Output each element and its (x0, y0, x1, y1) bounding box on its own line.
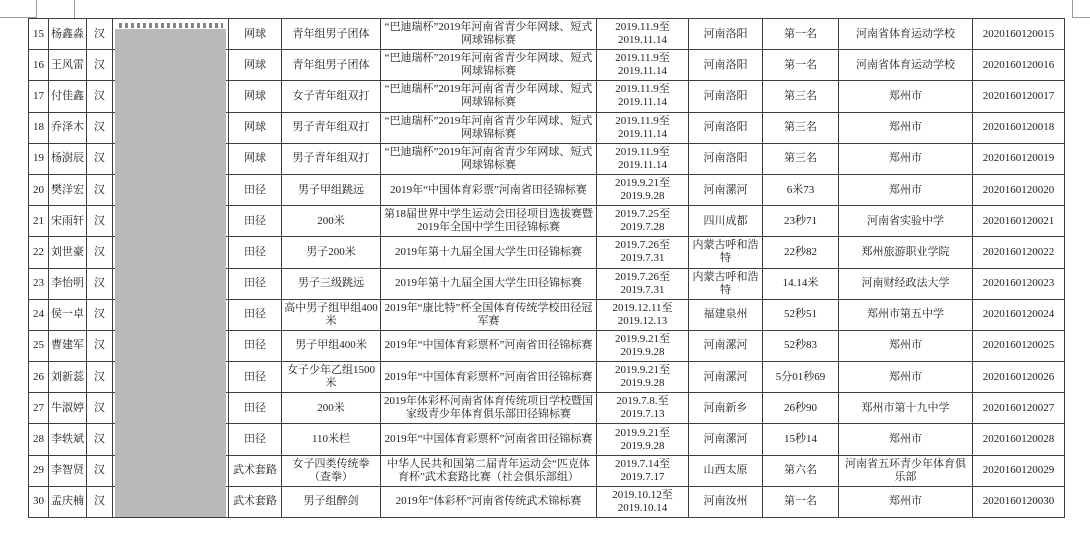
date-from: 2019.11.9至 (615, 52, 670, 65)
cell-athlete-name: 杨鑫淼 (49, 19, 87, 50)
date-from: 2019.12.11至 (612, 301, 673, 314)
cell-certificate-number: 2020160120021 (973, 206, 1065, 237)
cell-result: 第一名 (763, 50, 839, 81)
cell-location: 福建泉州 (689, 299, 763, 330)
cell-row-number: 19 (29, 143, 49, 174)
cell-location: 河南漯河 (689, 362, 763, 393)
cell-certificate-number: 2020160120016 (973, 50, 1065, 81)
date-to: 2019.9.28 (620, 439, 665, 452)
cell-location: 河南漯河 (689, 330, 763, 361)
cell-unit: 郑州市 (839, 112, 973, 143)
cell-competition-name: 2019年“体彩杯”河南省传统武术锦标赛 (381, 486, 597, 517)
cell-row-number: 16 (29, 50, 49, 81)
cell-athlete-name: 付佳鑫 (49, 81, 87, 112)
cell-sport: 田径 (229, 393, 282, 424)
cell-result: 22秒82 (763, 237, 839, 268)
cell-location: 内蒙古呼和浩特 (689, 237, 763, 268)
cell-event: 男子甲组跳远 (282, 174, 381, 205)
cell-sport: 田径 (229, 268, 282, 299)
cell-row-number: 17 (29, 81, 49, 112)
cell-competition-dates (597, 174, 689, 205)
date-to: 2019.9.28 (620, 190, 665, 203)
cell-ethnicity: 汉 (87, 206, 113, 237)
cell-competition-dates (597, 393, 689, 424)
cell-row-number: 20 (29, 174, 49, 205)
cell-unit: 河南财经政法大学 (839, 268, 973, 299)
cell-sport: 田径 (229, 237, 282, 268)
cell-event: 女子四类传统拳（查拳） (282, 455, 381, 486)
date-to: 2019.11.14 (617, 158, 668, 171)
cell-result: 第三名 (763, 112, 839, 143)
date-to: 2019.7.13 (620, 408, 665, 421)
date-to: 2019.11.14 (617, 96, 668, 109)
cell-certificate-number: 2020160120018 (973, 112, 1065, 143)
cell-unit: 郑州市 (839, 362, 973, 393)
cell-certificate-number: 2020160120026 (973, 362, 1065, 393)
cell-competition-dates (597, 455, 689, 486)
date-from: 2019.9.21至 (615, 426, 670, 439)
cell-location: 河南漯河 (689, 424, 763, 455)
cell-athlete-name: 牛淑婷 (49, 393, 87, 424)
cell-unit: 河南省实验中学 (839, 206, 973, 237)
cell-row-number: 18 (29, 112, 49, 143)
cell-athlete-name: 杨澍辰 (49, 143, 87, 174)
cell-athlete-name: 刘世豪 (49, 237, 87, 268)
date-from: 2019.7.26至 (615, 270, 670, 283)
cell-athlete-name: 侯一卓 (49, 299, 87, 330)
cell-location: 河南洛阳 (689, 81, 763, 112)
cell-certificate-number: 2020160120023 (973, 268, 1065, 299)
cell-competition-name: 2019年第十九届全国大学生田径锦标赛 (381, 268, 597, 299)
cell-competition-name: 2019年“中国体育彩票杯”河南省田径锦标赛 (381, 362, 597, 393)
cell-athlete-name: 乔泽木 (49, 112, 87, 143)
cell-competition-dates (597, 81, 689, 112)
cell-ethnicity: 汉 (87, 19, 113, 50)
date-from: 2019.7.25至 (615, 208, 670, 221)
cell-location: 山西太原 (689, 455, 763, 486)
cell-row-number: 23 (29, 268, 49, 299)
cell-unit: 郑州市第十九中学 (839, 393, 973, 424)
cell-sport: 田径 (229, 174, 282, 205)
cell-event: 高中男子组甲组400米 (282, 299, 381, 330)
cell-athlete-name: 李怡明 (49, 268, 87, 299)
cell-ethnicity: 汉 (87, 174, 113, 205)
cell-certificate-number: 2020160120020 (973, 174, 1065, 205)
cell-competition-dates (597, 50, 689, 81)
cell-athlete-name: 李智贤 (49, 455, 87, 486)
cell-row-number: 28 (29, 424, 49, 455)
cell-unit: 郑州市 (839, 486, 973, 517)
cell-unit: 郑州市 (839, 174, 973, 205)
cell-certificate-number: 2020160120030 (973, 486, 1065, 517)
cell-athlete-name: 刘新蕊 (49, 362, 87, 393)
cell-certificate-number: 2020160120015 (973, 19, 1065, 50)
id-number-redaction-overlay (115, 29, 226, 517)
cell-sport: 武术套路 (229, 486, 282, 517)
cell-competition-name: 2019年“康比特”杯全国体育传统学校田径冠军赛 (381, 299, 597, 330)
cell-location: 河南汝州 (689, 486, 763, 517)
cell-event: 男子青年组双打 (282, 112, 381, 143)
cell-row-number: 21 (29, 206, 49, 237)
date-from: 2019.9.21至 (615, 177, 670, 190)
cell-event: 男子甲组400米 (282, 330, 381, 361)
cell-result: 26秒90 (763, 393, 839, 424)
cell-sport: 田径 (229, 206, 282, 237)
cell-event: 男子青年组双打 (282, 143, 381, 174)
cell-ethnicity: 汉 (87, 81, 113, 112)
date-from: 2019.11.9至 (615, 21, 670, 34)
cell-sport: 网球 (229, 50, 282, 81)
cell-result: 23秒71 (763, 206, 839, 237)
date-to: 2019.9.28 (620, 377, 665, 390)
cell-row-number: 29 (29, 455, 49, 486)
cell-certificate-number: 2020160120019 (973, 143, 1065, 174)
date-to: 2019.7.17 (620, 470, 665, 483)
cell-result: 第三名 (763, 81, 839, 112)
cell-ethnicity: 汉 (87, 299, 113, 330)
cell-ethnicity: 汉 (87, 424, 113, 455)
cell-unit: 郑州市 (839, 330, 973, 361)
cell-competition-dates (597, 362, 689, 393)
date-from: 2019.7.26至 (615, 239, 670, 252)
cell-competition-name: “巴迪瑞杯”2019年河南省青少年网球、短式网球锦标赛 (381, 50, 597, 81)
cell-ethnicity: 汉 (87, 143, 113, 174)
cell-unit: 河南省体育运动学校 (839, 19, 973, 50)
cell-competition-dates (597, 486, 689, 517)
cell-competition-name: 2019年“中国体育彩票杯”河南省田径锦标赛 (381, 424, 597, 455)
cell-athlete-name: 王风雷 (49, 50, 87, 81)
cell-ethnicity: 汉 (87, 237, 113, 268)
date-to: 2019.10.14 (617, 501, 668, 514)
cell-event: 男子200米 (282, 237, 381, 268)
cell-competition-dates (597, 268, 689, 299)
cell-competition-dates (597, 299, 689, 330)
cell-event: 青年组男子团体 (282, 19, 381, 50)
cell-result: 第六名 (763, 455, 839, 486)
cell-result: 52秒51 (763, 299, 839, 330)
cell-competition-name: “巴迪瑞杯”2019年河南省青少年网球、短式网球锦标赛 (381, 112, 597, 143)
redacted-id-digits-fragment (119, 23, 223, 28)
date-from: 2019.11.9至 (615, 114, 670, 127)
cell-competition-dates (597, 237, 689, 268)
cell-competition-name: 2019年“中国体育彩票”河南省田径锦标赛 (381, 174, 597, 205)
cell-sport: 网球 (229, 112, 282, 143)
cell-competition-name: “巴迪瑞杯”2019年河南省青少年网球、短式网球锦标赛 (381, 81, 597, 112)
cell-athlete-name: 宋雨轩 (49, 206, 87, 237)
cell-certificate-number: 2020160120027 (973, 393, 1065, 424)
cell-result: 14.14米 (763, 268, 839, 299)
cell-competition-name: 2019年第十九届全国大学生田径锦标赛 (381, 237, 597, 268)
cell-competition-dates (597, 330, 689, 361)
date-to: 2019.9.28 (620, 345, 665, 358)
cell-competition-dates (597, 424, 689, 455)
date-from: 2019.9.21至 (615, 332, 670, 345)
cell-row-number: 22 (29, 237, 49, 268)
cell-unit: 河南省五环青少年体育俱乐部 (839, 455, 973, 486)
cell-sport: 网球 (229, 143, 282, 174)
cell-certificate-number: 2020160120028 (973, 424, 1065, 455)
date-to: 2019.7.28 (620, 221, 665, 234)
cell-ethnicity: 汉 (87, 112, 113, 143)
cell-location: 河南洛阳 (689, 19, 763, 50)
previous-row-cell-fragment (1072, 0, 1090, 18)
cell-event: 110米栏 (282, 424, 381, 455)
cell-location: 内蒙古呼和浩特 (689, 268, 763, 299)
cell-row-number: 30 (29, 486, 49, 517)
previous-row-cell-fragment (37, 0, 75, 18)
cell-competition-dates (597, 206, 689, 237)
cell-event: 200米 (282, 206, 381, 237)
cell-event: 青年组男子团体 (282, 50, 381, 81)
cell-row-number: 24 (29, 299, 49, 330)
date-to: 2019.11.14 (617, 127, 668, 140)
cell-result: 第一名 (763, 19, 839, 50)
date-to: 2019.12.13 (617, 314, 668, 327)
cell-competition-name: 2019年“中国体育彩票杯”河南省田径锦标赛 (381, 330, 597, 361)
cell-sport: 武术套路 (229, 455, 282, 486)
cell-ethnicity: 汉 (87, 393, 113, 424)
cell-competition-dates (597, 112, 689, 143)
cell-competition-name: 中华人民共和国第二届青年运动会“匹克体育杯”武术套路比赛（社会俱乐部组） (381, 455, 597, 486)
date-from: 2019.7.8.至 (616, 395, 669, 408)
cell-event: 女子青年组双打 (282, 81, 381, 112)
date-to: 2019.11.14 (617, 65, 668, 78)
cell-ethnicity: 汉 (87, 486, 113, 517)
cell-row-number: 27 (29, 393, 49, 424)
date-from: 2019.7.14至 (615, 457, 670, 470)
cell-unit: 郑州市 (839, 424, 973, 455)
date-to: 2019.11.14 (617, 34, 668, 47)
cell-row-number: 15 (29, 19, 49, 50)
cell-competition-dates (597, 143, 689, 174)
cell-sport: 田径 (229, 424, 282, 455)
cell-location: 河南洛阳 (689, 50, 763, 81)
cell-athlete-name: 孟庆楠 (49, 486, 87, 517)
cell-event: 200米 (282, 393, 381, 424)
cell-unit: 郑州市 (839, 143, 973, 174)
date-to: 2019.7.31 (620, 252, 665, 265)
cell-unit: 郑州旅游职业学院 (839, 237, 973, 268)
cell-location: 四川成都 (689, 206, 763, 237)
cell-sport: 田径 (229, 330, 282, 361)
cell-certificate-number: 2020160120025 (973, 330, 1065, 361)
cell-competition-name: 第18届世界中学生运动会田径项目选拔赛暨2019年全国中学生田径锦标赛 (381, 206, 597, 237)
cell-sport: 网球 (229, 81, 282, 112)
previous-row-cell-fragment (0, 0, 37, 18)
cell-ethnicity: 汉 (87, 330, 113, 361)
cell-competition-dates (597, 19, 689, 50)
cell-location: 河南漯河 (689, 174, 763, 205)
cell-athlete-name: 曹建军 (49, 330, 87, 361)
cell-unit: 郑州市第五中学 (839, 299, 973, 330)
cell-ethnicity: 汉 (87, 362, 113, 393)
date-from: 2019.11.9至 (615, 145, 670, 158)
cell-unit: 郑州市 (839, 81, 973, 112)
cell-ethnicity: 汉 (87, 268, 113, 299)
cell-athlete-name: 李轶斌 (49, 424, 87, 455)
cell-result: 6米73 (763, 174, 839, 205)
cell-competition-name: “巴迪瑞杯”2019年河南省青少年网球、短式网球锦标赛 (381, 143, 597, 174)
cell-row-number: 25 (29, 330, 49, 361)
cell-result: 5分01秒69 (763, 362, 839, 393)
cell-athlete-name: 樊洋宏 (49, 174, 87, 205)
cell-sport: 网球 (229, 19, 282, 50)
cell-result: 第一名 (763, 486, 839, 517)
cell-location: 河南洛阳 (689, 143, 763, 174)
cell-unit: 河南省体育运动学校 (839, 50, 973, 81)
cell-certificate-number: 2020160120022 (973, 237, 1065, 268)
date-from: 2019.9.21至 (615, 364, 670, 377)
cell-result: 第三名 (763, 143, 839, 174)
cell-event: 男子三级跳远 (282, 268, 381, 299)
cell-row-number: 26 (29, 362, 49, 393)
cell-competition-name: 2019年体彩杯河南省体育传统项目学校暨国家级青少年体育俱乐部田径锦标赛 (381, 393, 597, 424)
date-to: 2019.7.31 (620, 283, 665, 296)
cell-certificate-number: 2020160120029 (973, 455, 1065, 486)
cell-event: 男子组醉剑 (282, 486, 381, 517)
cell-location: 河南洛阳 (689, 112, 763, 143)
cell-certificate-number: 2020160120024 (973, 299, 1065, 330)
cell-ethnicity: 汉 (87, 50, 113, 81)
date-from: 2019.11.9至 (615, 83, 670, 96)
cell-competition-name: “巴迪瑞杯”2019年河南省青少年网球、短式网球锦标赛 (381, 19, 597, 50)
cell-sport: 田径 (229, 362, 282, 393)
date-from: 2019.10.12至 (612, 488, 673, 501)
cell-result: 15秒14 (763, 424, 839, 455)
cell-location: 河南新乡 (689, 393, 763, 424)
cell-result: 52秒83 (763, 330, 839, 361)
cell-sport: 田径 (229, 299, 282, 330)
cell-certificate-number: 2020160120017 (973, 81, 1065, 112)
cell-ethnicity: 汉 (87, 455, 113, 486)
cell-event: 女子少年乙组1500米 (282, 362, 381, 393)
